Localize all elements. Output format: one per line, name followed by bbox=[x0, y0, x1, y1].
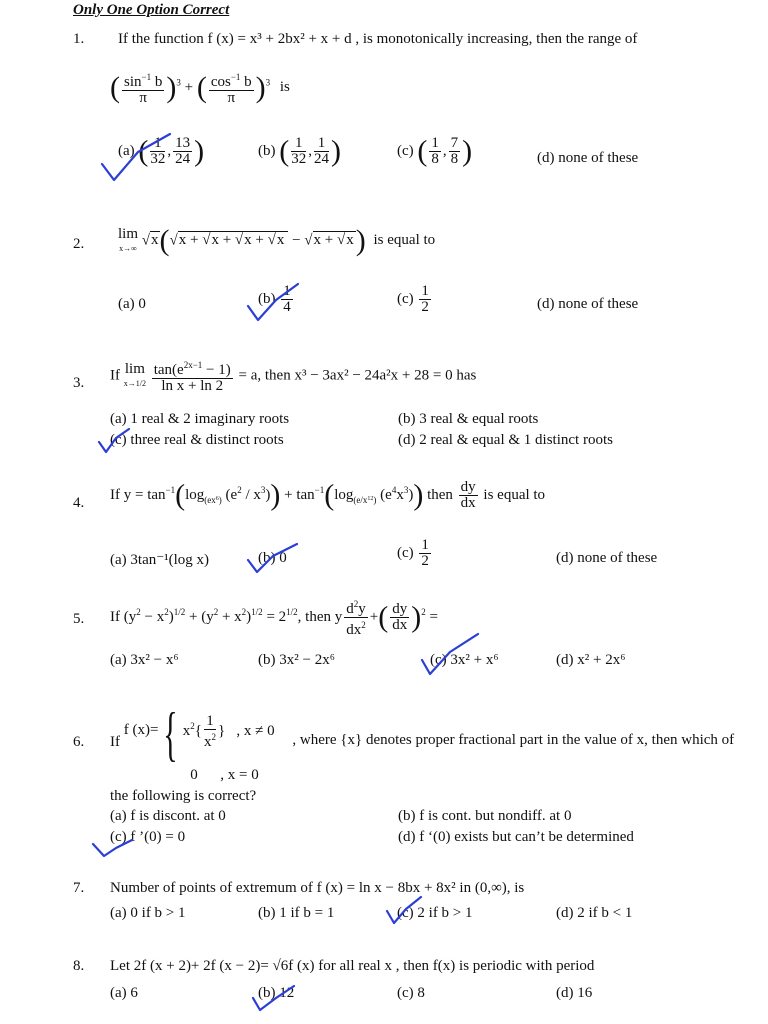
question-number-2: 2. bbox=[73, 236, 85, 252]
question-1-stem: If the function f (x) = x³ + 2bx² + x + d , is monotonically increasing, then the range of bbox=[118, 31, 638, 47]
question-3-option-d: (d) 2 real & equal & 1 distinct roots bbox=[398, 432, 613, 448]
question-2-expression: lim x→∞ √x(√x + √x + √x + √x − √x + √x) is equal to bbox=[118, 224, 436, 257]
question-7-option-a: (a) 0 if b > 1 bbox=[110, 905, 186, 921]
question-7-option-c: (c) 2 if b > 1 bbox=[397, 905, 473, 921]
question-number-1: 1. bbox=[73, 31, 85, 47]
question-8-option-d: (d) 16 bbox=[556, 985, 593, 1001]
question-7-stem: Number of points of extremum of f (x) = ln x − 8bx + 8x² in (0,∞), is bbox=[110, 880, 525, 896]
question-2-option-d: (d) none of these bbox=[537, 296, 639, 312]
question-8-option-c: (c) 8 bbox=[397, 985, 425, 1001]
question-1-is: is bbox=[279, 79, 290, 96]
question-2-option-a: (a) 0 bbox=[118, 296, 146, 312]
question-6-option-b: (b) f is cont. but nondiff. at 0 bbox=[398, 808, 572, 824]
question-3-option-a: (a) 1 real & 2 imaginary roots bbox=[110, 411, 290, 427]
question-4-option-a: (a) 3tan⁻¹(log x) bbox=[110, 552, 210, 568]
question-number-7: 7. bbox=[73, 880, 85, 896]
question-6-option-a: (a) f is discont. at 0 bbox=[110, 808, 226, 824]
question-5-option-b: (b) 3x² − 2x⁶ bbox=[258, 652, 335, 668]
question-number-4: 4. bbox=[73, 495, 85, 511]
question-number-6: 6. bbox=[73, 734, 85, 750]
question-8-option-a: (a) 6 bbox=[110, 985, 138, 1001]
question-1-option-c: (c) ( $\frac{1}{8}$ , $\frac{7}{8}$ ) bbox=[397, 134, 473, 168]
question-5-option-c: (c) 3x² + x⁶ bbox=[430, 652, 499, 668]
question-7-option-d: (d) 2 if b < 1 bbox=[556, 905, 633, 921]
question-3-option-c: (c) three real & distinct roots bbox=[110, 432, 284, 448]
question-7-option-b: (b) 1 if b = 1 bbox=[258, 905, 335, 921]
question-1-option-a: (a) ( $\frac{1}{32}$ , $\frac{13}{24}$ ) bbox=[118, 134, 205, 168]
section-header: Only One Option Correct bbox=[73, 2, 230, 18]
question-3-stem: If lim x→1/2 $\frac{\tan(e^{2x-1} - 1)}{\text{ln x + ln 2}}$ = a, then x³ − 3ax² − 24a²x + 28 = 0 has bbox=[110, 360, 477, 394]
question-1-option-b: (b) ( $\frac{1}{32}$ , $\frac{1}{24}$ ) bbox=[258, 134, 341, 168]
question-4-option-b: (b) 0 bbox=[258, 550, 287, 566]
question-5-option-a: (a) 3x² − x⁶ bbox=[110, 652, 179, 668]
question-8-option-b: (b) 12 bbox=[258, 985, 295, 1001]
question-6-option-c: (c) f ’(0) = 0 bbox=[110, 829, 186, 845]
question-6-option-d: (d) f ‘(0) exists but can’t be determined bbox=[398, 829, 634, 845]
question-number-3: 3. bbox=[73, 375, 85, 391]
question-3-option-b: (b) 3 real & equal roots bbox=[398, 411, 539, 427]
question-number-8: 8. bbox=[73, 958, 85, 974]
question-1-option-d: (d) none of these bbox=[537, 150, 639, 166]
question-2-option-c: (c) $\frac{1}{2}$ bbox=[397, 283, 429, 315]
question-6-stem-line2: the following is correct? bbox=[110, 788, 257, 804]
question-2-option-b: (b) $\frac{1}{4}$ bbox=[258, 283, 291, 315]
question-4-stem: If $y = \tan^{-1}(\log_{(ex^6)}$ $(e^2 / x^3)) + \tan^{-1}(\log_{(e/x^{12})}$ $(e^4x^3)$) then $\frac{dy}{dx}$ is equal to bbox=[110, 478, 546, 512]
question-6-stem: If f (x)= { $x^2${ $\frac{1}{x^2}$ } , x ≠ 0 0 , x = 0 , where {x} denotes proper fractional part in the value of x, then which of bbox=[110, 701, 735, 783]
question-2-suffix: is equal to bbox=[373, 232, 436, 249]
question-number-5: 5. bbox=[73, 611, 85, 627]
question-5-stem: If $(y^2 - x^2)^{1/2} + (y^2 + x^2)^{1/2} = 2^{1/2}$, then y $\frac{d^2y}{dx^2}$ +( $\frac{dy}{dx}$ )$^2$ = bbox=[110, 599, 438, 638]
question-4-option-d: (d) none of these bbox=[556, 550, 658, 566]
question-1-expression: ( $\frac{\sin^{-1} b}{\pi}$ )$^3$ + ( $\frac{\cos^{-1} b}{\pi}$ )$^3$ is bbox=[110, 71, 290, 106]
question-4-option-c: (c) $\frac{1}{2}$ bbox=[397, 537, 429, 569]
question-5-option-d: (d) x² + 2x⁶ bbox=[556, 652, 626, 668]
question-8-stem: Let 2f (x + 2)+ 2f (x − 2)= √6f (x) for all real x , then f(x) is periodic with period bbox=[110, 958, 595, 974]
